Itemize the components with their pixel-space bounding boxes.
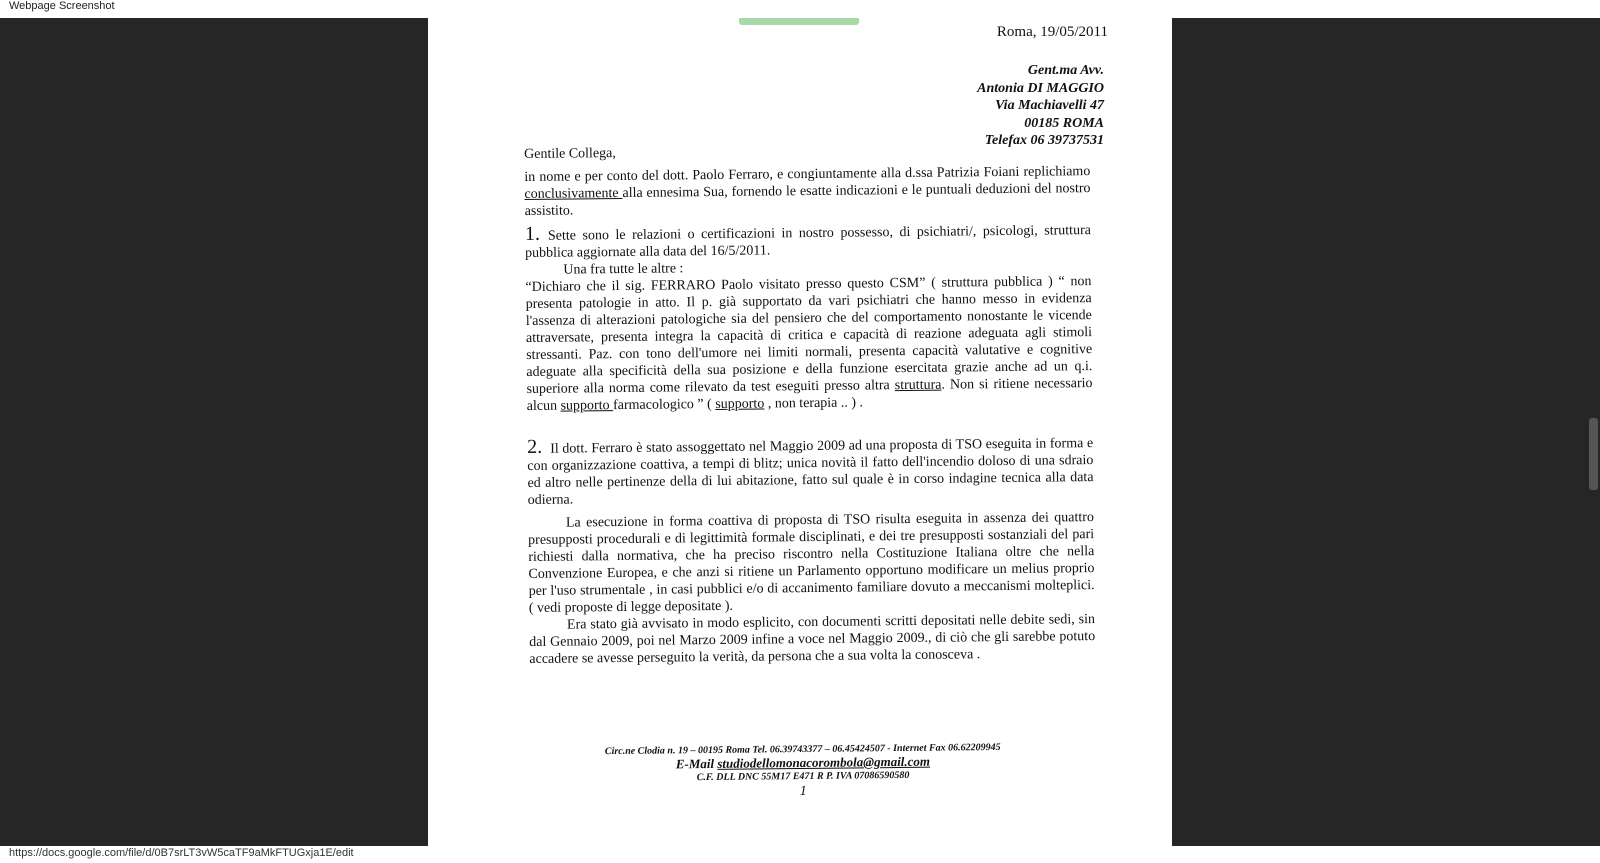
recipient-line: Via Machiavelli 47 (995, 98, 1104, 113)
recipient-line: Telefax 06 39737531 (984, 133, 1104, 148)
section-number: 1. (524, 222, 541, 245)
status-url: https://docs.google.com/file/d/0B7srLT3vW5caTF9aMkFTUGxja1E/edit (9, 847, 354, 859)
recipient-line: 00185 ROMA (1024, 115, 1104, 131)
letterhead-footer (568, 742, 1039, 803)
recipient-line: Antonia DI MAGGIO (977, 80, 1104, 96)
section-2-paragraph-2: La esecuzione in forma coattiva di proposta di TSO risulta eseguita in assenza dei quattro presupposti procedurali e di legittimità formale disciplinati, e dei tre presupposti sostanziali del pari richiesti dalla normativa, che ha preciso riscontro nella Costituzione Italiana oltre che nella Convenzione Europea, e che anzi si ritiene un Parlamento opportuno modificare un melius proprio per l'uso strumentale , in casi pubblici e/o di accanimento familiare dovuto a meccanismi molteplici. ( vedi proposte di legge depositate ). (528, 510, 1095, 616)
section-number: 2. (527, 435, 543, 458)
salutation: Gentile Collega, (524, 146, 616, 162)
section-2-paragraph-3: Era stato già avvisato in modo esplicito, con documenti scritti depositati nelle debite sedi, sin dal Gennaio 2009, poi nel Marzo 2009 infine a voce nel Maggio 2009., di ciò che gli sarebbe potuto accadere se avesse perseguito la verità, da persona che a sua volta la conosceva . (529, 612, 1096, 667)
footer-tax-ids: C.F. DLL DNC 55M17 E471 R P. IVA 07086590580 (696, 769, 910, 784)
email-link[interactable]: studiodellomonacorombola@gmail.com (717, 753, 931, 771)
recipient-block (977, 62, 1104, 150)
section-1: 1. Sette sono le relazioni o certificazioni in nostro possesso, di psichiatri/, psicologi, struttura pubblica aggiornate alla data del 16/5/2011. (524, 222, 1091, 261)
section-1-quote: “Dichiaro che il sig. FERRARO Paolo visitato presso questo CSM” ( struttura pubblica ) “ non presenta patologie in atto. Il p. già supportato da vari psichiatri che hanno messo in evidenza l'assenza di alterazioni patologiche sia del pensiero che del comportamento nonostante le vicende attraversate, presenta integra la capacità di critica e capacità di reazione adeguata agli stimoli stressanti. Paz. con tono dell'umore nei limiti normali, presenta capacità valutative e cognitive adeguate alla specificità della sua posizione e della funzione esercitata grazie anche ad un q.i. superiore alla norma come rilevato da test eseguiti presso altra struttura. Non si ritiene necessario alcun supporto farmacologico ” ( supporto , non terapia .. ) . (525, 274, 1093, 414)
section-2: 2. Il dott. Ferraro è stato assoggettato nel Maggio 2009 ad una proposta di TSO eseguita in forma e con organizzazione coattiva, a tempi di blitz; unica novità il fatto dell'incendio doloso di una sdraio ed altro nelle pertinenze della di lui abitazione, fatto sul quale è in corso indagine tecnica alla data odierna. (527, 435, 1094, 508)
loading-indicator (739, 18, 859, 25)
document-viewer[interactable] (0, 18, 1600, 846)
section-1-lead: Una fra tutte le altre : (563, 261, 684, 278)
letter-date: Roma, 19/05/2011 (996, 24, 1108, 40)
footer-email: E-Mail studiodellomonacorombola@gmail.com (675, 753, 931, 772)
scrollbar-thumb[interactable] (1589, 418, 1598, 490)
letter-body (524, 140, 1095, 668)
footer-address: Circ.ne Clodia n. 19 – 00195 Roma Tel. 06.39743377 – 06.45424507 - Internet Fax 06.62209945 (604, 741, 1001, 758)
window-titlebar (0, 0, 1600, 18)
document-page (428, 18, 1172, 846)
intro-paragraph: in nome e per conto del dott. Paolo Ferraro, e congiuntamente alla d.ssa Patrizia Foiani replichiamo conclusivamente alla ennesima Sua, fornendo le esatte indicazioni e le puntuali deduzioni del nostro assistito. (524, 164, 1091, 219)
recipient-line: Gent.ma Avv. (1027, 63, 1104, 78)
window-title: Webpage Screenshot (9, 0, 115, 12)
page-number: 1 (799, 783, 807, 800)
status-bar (0, 846, 1600, 863)
